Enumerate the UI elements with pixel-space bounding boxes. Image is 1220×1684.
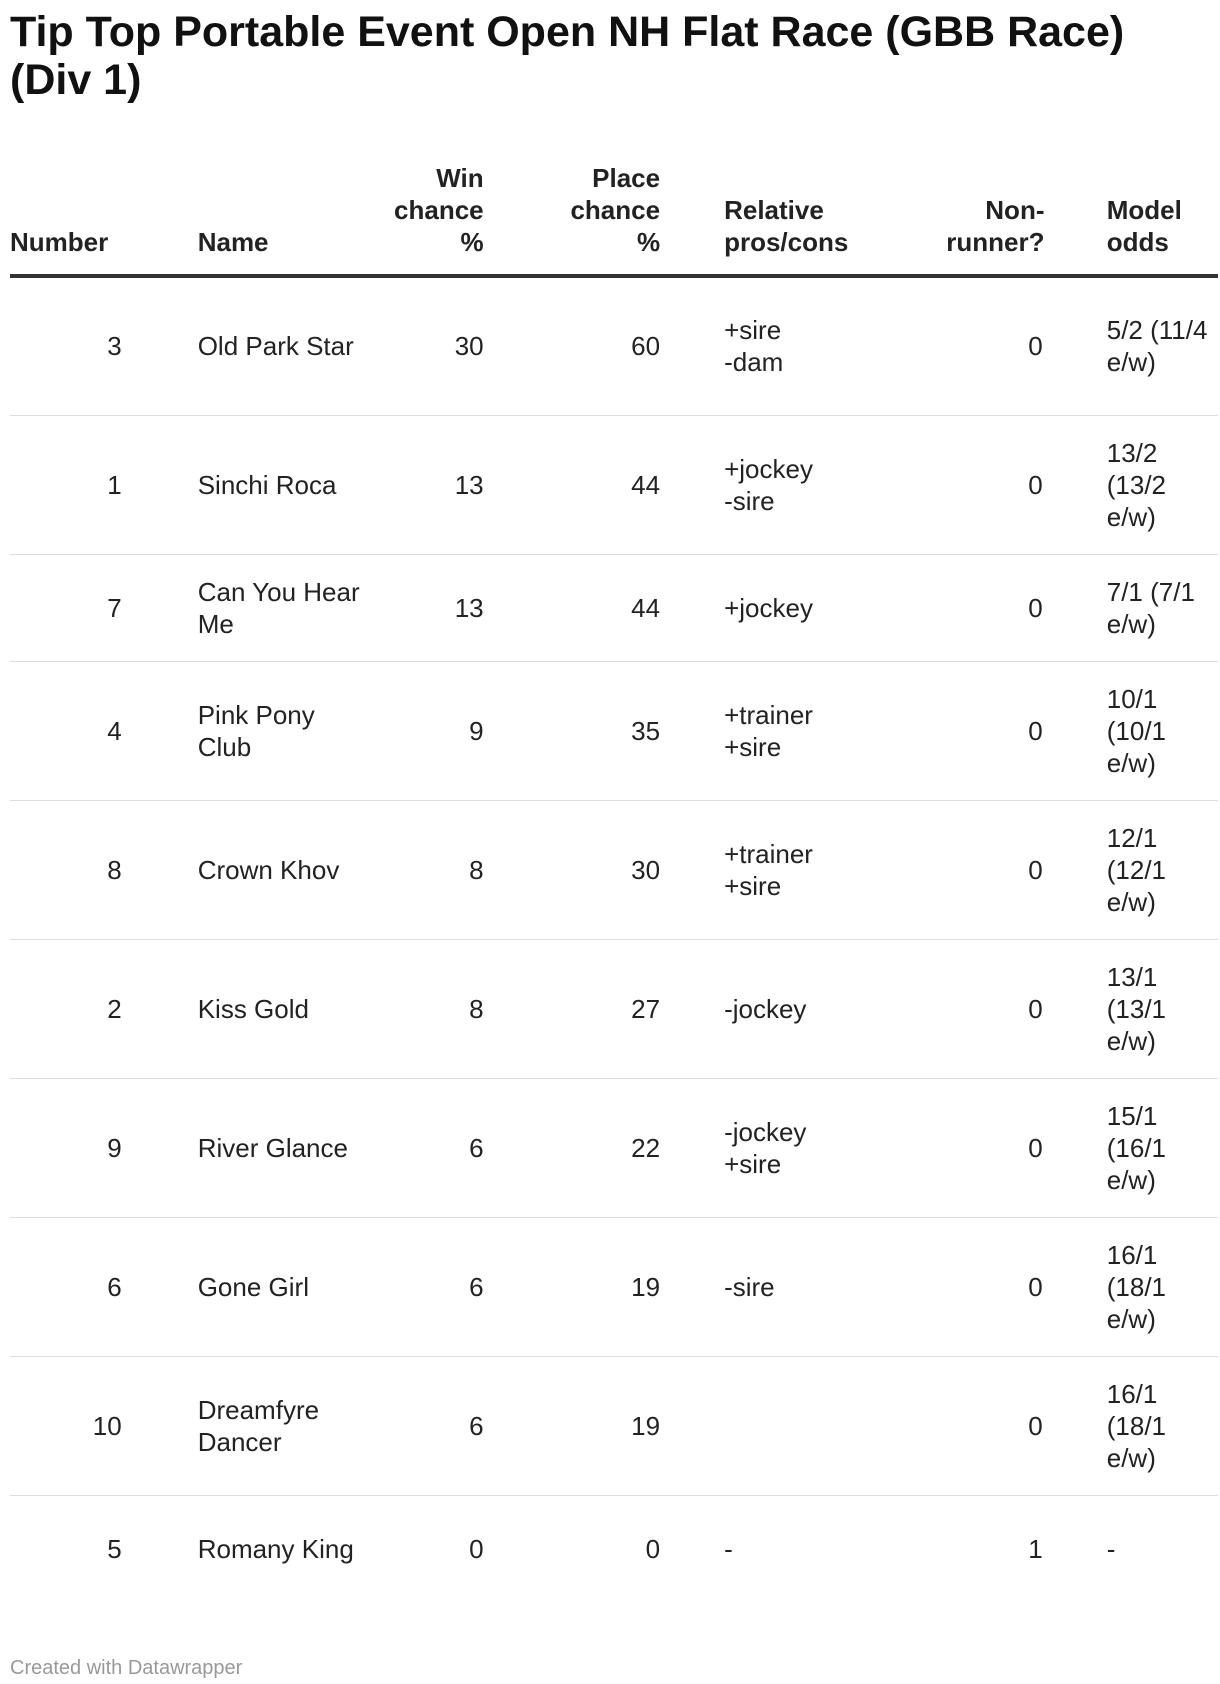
cell-number: 6 [10, 1217, 188, 1356]
header-non-runner-text: Non-runner? [946, 195, 1045, 257]
cell-win-chance: 8 [373, 800, 550, 939]
table-header-row [10, 162, 1218, 276]
header-pros-cons [724, 162, 934, 276]
table-row [10, 1356, 1218, 1495]
cell-model-odds: 13/1 (13/1 e/w) [1107, 939, 1218, 1078]
table-row [10, 800, 1218, 939]
table-row [10, 661, 1218, 800]
cell-win-chance: 30 [373, 276, 550, 415]
header-pros-cons-text: Relative pros/cons [724, 195, 849, 257]
cell-non-runner: 0 [934, 415, 1106, 554]
cell-non-runner: 0 [934, 554, 1106, 661]
cell-name: Dreamfyre Dancer [188, 1356, 373, 1495]
header-place-chance [550, 162, 724, 276]
cell-win-chance: 6 [373, 1217, 550, 1356]
cell-name: Can You Hear Me [188, 554, 373, 661]
cell-number: 8 [10, 800, 188, 939]
cell-place-chance: 60 [550, 276, 724, 415]
cell-number: 10 [10, 1356, 188, 1495]
cell-pros-cons: +jockey -sire [724, 415, 934, 554]
cell-win-chance: 6 [373, 1356, 550, 1495]
header-number: Number [10, 162, 188, 276]
cell-model-odds: 12/1 (12/1 e/w) [1107, 800, 1218, 939]
cell-model-odds: 5/2 (11/4 e/w) [1107, 276, 1218, 415]
table-row [10, 554, 1218, 661]
table-row [10, 1217, 1218, 1356]
cell-number: 2 [10, 939, 188, 1078]
results-table [10, 162, 1218, 1602]
cell-pros-cons: -jockey +sire [724, 1078, 934, 1217]
table-row [10, 415, 1218, 554]
cell-pros-cons: -jockey [724, 939, 934, 1078]
cell-win-chance: 13 [373, 415, 550, 554]
header-non-runner [934, 162, 1106, 276]
header-win-chance-text: Win chance % [394, 163, 484, 257]
cell-model-odds: 15/1 (16/1 e/w) [1107, 1078, 1218, 1217]
table-row [10, 276, 1218, 415]
cell-place-chance: 22 [550, 1078, 724, 1217]
footer-credit: Created with Datawrapper [10, 1657, 243, 1679]
cell-win-chance: 13 [373, 554, 550, 661]
cell-place-chance: 19 [550, 1356, 724, 1495]
cell-non-runner: 0 [934, 1078, 1106, 1217]
cell-model-odds: 13/2 (13/2 e/w) [1107, 415, 1218, 554]
cell-place-chance: 44 [550, 415, 724, 554]
header-place-chance-text: Place chance % [570, 163, 661, 257]
cell-pros-cons [724, 1356, 934, 1495]
cell-name: Crown Khov [188, 800, 373, 939]
cell-name: River Glance [188, 1078, 373, 1217]
cell-name: Romany King [197, 1533, 354, 1564]
header-name: Name [188, 162, 373, 276]
cell-place-chance: 35 [550, 661, 724, 800]
cell-non-runner: 0 [934, 800, 1106, 939]
table-row [10, 1495, 1218, 1602]
cell-place-chance: 19 [550, 1217, 724, 1356]
cell-non-runner: 0 [934, 661, 1106, 800]
cell-pros-cons: +trainer +sire [724, 800, 934, 939]
cell-pros-cons: +jockey [724, 554, 934, 661]
cell-win-chance: 6 [373, 1078, 550, 1217]
table-body [10, 276, 1218, 1602]
cell-model-odds: 16/1 (18/1 e/w) [1107, 1356, 1218, 1495]
cell-model-odds: 16/1 (18/1 e/w) [1107, 1217, 1218, 1356]
cell-name: Sinchi Roca [188, 415, 373, 554]
cell-non-runner: 1 [1028, 1533, 1043, 1564]
cell-place-chance: 44 [550, 554, 724, 661]
cell-model-odds: 7/1 (7/1 e/w) [1107, 554, 1218, 661]
cell-model-odds: - [1106, 1533, 1116, 1564]
cell-non-runner: 0 [934, 939, 1106, 1078]
cell-number: 7 [10, 554, 188, 661]
header-model-odds [1107, 162, 1218, 276]
cell-number: 5 [107, 1533, 122, 1564]
cell-name: Pink Pony Club [188, 661, 373, 800]
cell-win-chance: 8 [373, 939, 550, 1078]
cell-pros-cons: +trainer +sire [724, 661, 934, 800]
cell-pros-cons: -sire [724, 1217, 934, 1356]
table-row [10, 939, 1218, 1078]
cell-pros-cons: +sire -dam [724, 276, 934, 415]
cell-place-chance: 30 [550, 800, 724, 939]
cell-model-odds: 10/1 (10/1 e/w) [1107, 661, 1218, 800]
cell-name: Gone Girl [188, 1217, 373, 1356]
cell-place-chance: 0 [645, 1533, 661, 1564]
table-row [10, 1078, 1218, 1217]
cell-name: Kiss Gold [188, 939, 373, 1078]
cell-non-runner: 0 [934, 1217, 1106, 1356]
cell-number: 9 [10, 1078, 188, 1217]
cell-win-chance: 9 [373, 661, 550, 800]
cell-non-runner: 0 [934, 276, 1106, 415]
cell-name: Old Park Star [188, 276, 373, 415]
header-model-odds-text: Model odds [1106, 195, 1182, 257]
cell-number: 1 [10, 415, 188, 554]
chart-title: Tip Top Portable Event Open NH Flat Race (GBB Race) (Div 1) [10, 8, 1125, 104]
cell-non-runner: 0 [934, 1356, 1106, 1495]
cell-place-chance: 27 [550, 939, 724, 1078]
cell-number: 4 [10, 661, 188, 800]
cell-number: 3 [10, 276, 188, 415]
header-win-chance [373, 162, 550, 276]
cell-win-chance: 0 [469, 1533, 484, 1564]
cell-pros-cons: - [724, 1533, 733, 1564]
